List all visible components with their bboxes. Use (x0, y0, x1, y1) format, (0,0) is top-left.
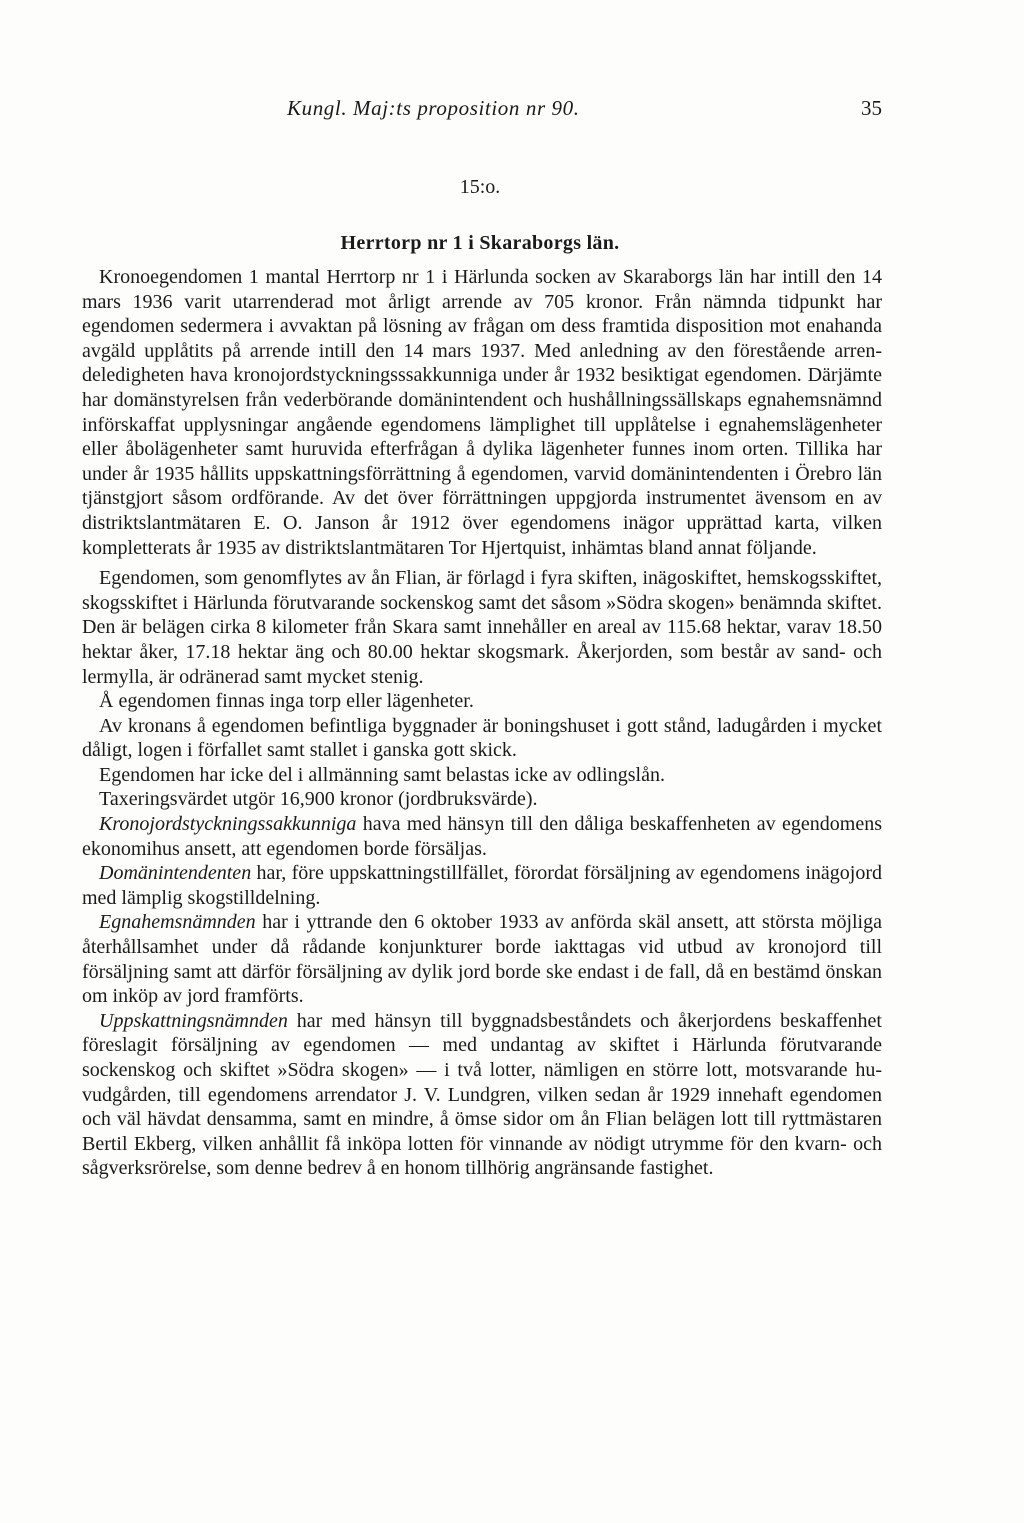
paragraph (82, 265, 882, 560)
running-head: Kungl. Maj:ts proposition nr 90. (287, 96, 580, 120)
paragraph-text: har i yttrande den 6 oktober 1933 av anförda skäl ansett, att största möjliga återhållsamhet under då rådande konjunkturer borde iakttagas vid utbud av kronojord till försäljning samt att därför försäljning av dylik jord borde ske endast i de fall, då en bestämd önskan om inköp av jord framförts. (82, 911, 882, 1008)
paragraph-text: Av kronans å egendomen befintliga byggnader är boningshuset i gott stånd, ladugården i mycket dåligt, logen i förfallet samt stallet i ganska gott skick. (82, 714, 882, 762)
paragraph (82, 763, 882, 788)
section-number: 15:o. (459, 176, 501, 198)
paragraph-text: Egendomen har icke del i allmänning samt belastas icke av odlingslån. (99, 763, 665, 786)
paragraph (82, 787, 882, 812)
paragraph-text: har med hänsyn till byggnadsbeståndets och åkerjordens beskaffenhet föreslagit försäljning av egendomen — med undantag av skiftet i Härlunda förutvarande sockenskog och skiftet »Södra skogen» — i två lotter, nämligen en större lott, motsvarande huvudgården, till egendomens arrendator J. V. Lundgren, vilken sedan år 1929 innehaft egendomen och väl hävdat densamma, samt en mindre, å ömse sidor om ån Flian belägen lott till ryttmästaren Bertil Ekberg, vilken anhållit få inköpa lotten för vinnande av nödigt utrymme för den kvarn- och sågverksrörelse, som denne bedrev å en honom tillhörig angränsande fastighet. (82, 1009, 882, 1180)
paragraph-text: hava med hänsyn till den dåliga beskaffenheten av egendomens ekonomihus ansett, att egendomen borde försäljas. (82, 813, 882, 860)
section-title: Herrtorp nr 1 i Skaraborgs län. (340, 232, 620, 254)
paragraph (82, 861, 882, 910)
paragraph-lead: Kronojordstyckningssakkunniga (99, 813, 357, 836)
page-header (82, 96, 882, 128)
paragraph-text: Å egendomen finnas inga torp eller lägenheter. (99, 690, 474, 713)
paragraph (82, 812, 882, 861)
paragraph (82, 566, 882, 689)
paragraph (82, 910, 882, 1008)
paragraph-lead: Uppskattningsnämnden (99, 1009, 288, 1032)
page-number: 35 (861, 96, 882, 120)
paragraph (82, 689, 882, 714)
paragraph-lead: Domänintendenten (99, 862, 252, 885)
paragraph-text: Egendomen, som genomflytes av ån Flian, är förlagd i fyra skiften, inägoskiftet, hemskogsskiftet, skogsskiftet i Härlunda förutvarande sockenskog samt det såsom »Södra skogen» benämnda skiftet. Den är belägen cirka 8 kilometer från Skara samt innehåller en areal av 115.68 hektar, varav 18.50 hektar åker, 17.18 hektar äng och 80.00 hektar skogsmark. Åkerjorden, som består av sand- och lermylla, är odränerad samt mycket stenig. (82, 567, 882, 688)
body-text (82, 265, 882, 1181)
paragraph-text: har, före uppskattningstillfället, förordat försäljning av egendomens inägojord med lämplig skogstilldelning. (82, 862, 882, 909)
paragraph-lead: Egnahemsnämnden (99, 911, 256, 934)
paragraph-text: Taxeringsvärdet utgör 16,900 kronor (jordbruksvärde). (99, 788, 538, 811)
paragraph (82, 1009, 882, 1181)
paragraph-text: Kronoegendomen 1 mantal Herrtorp nr 1 i Härlunda socken av Skaraborgs län har intill den 14 mars 1936 varit utarrenderad mot årligt arrende av 705 kronor. Från nämnda tidpunkt har egendomen sedermera i avvaktan på lösning av frågan om dess framtida disposition mot enahanda avgäld upplåtits på arrende intill den 14 mars 1937. Med anledning av den förestående arrendeledigheten hava kronojordstyckningsssakkunniga under år 1932 besiktigat egendomen. Därjämte har domänstyrelsen från vederbörande domänintendent och hushållningssällskaps egnahemsnämnd införskaffat upplysningar angående egendomens lämplighet till upplåtelse i egnahemslägenheter eller åbolägenheter samt huruvida efterfrågan å dylika lägenheter funnes inom orten. Tillika har under år 1935 hållits uppskattningsförrättning å egendomen, varvid domänintendenten i Örebro län tjänstgjort såsom ordförande. Av det över förrättningen uppgjorda instrumentet ävensom en av distriktslantmätaren E. O. Janson år 1912 över egendomens inägor upprättad karta, vilken kompletterats år 1935 av distriktslantmätaren Tor Hjertquist, inhämtas bland annat följande. (82, 266, 882, 559)
paragraph (82, 714, 882, 763)
